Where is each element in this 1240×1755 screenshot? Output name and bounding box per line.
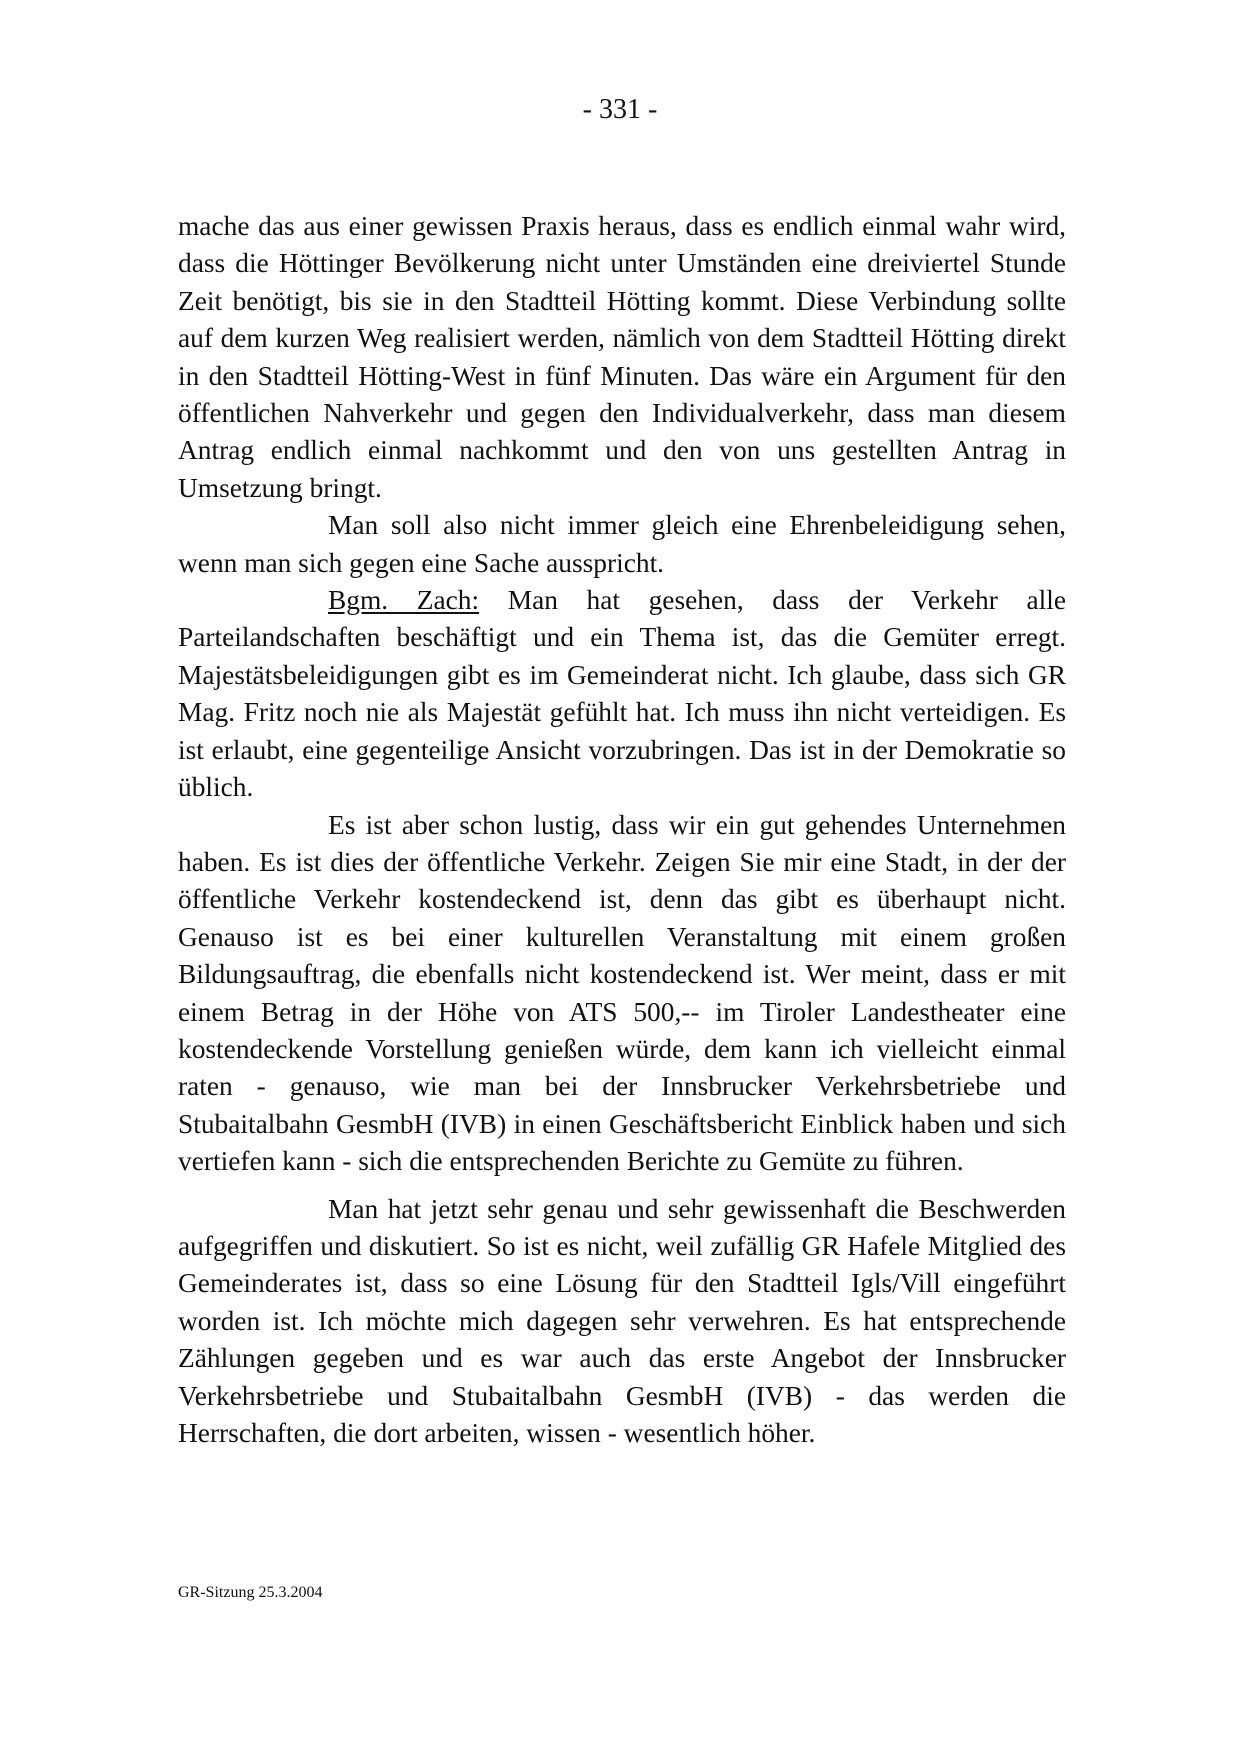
paragraph-text: mache das aus einer gewissen Praxis heraus, dass es endlich einmal wahr wird, dass die Höttinger Bevölkerung nicht unter Umständen eine dreiviertel Stunde Zeit benötigt, bis sie in den Stadtteil Hötting kommt. Diese Verbindung sollte auf dem kurzen Weg realisiert werden, nämlich von dem Stadtteil Hötting direkt in den Stadtteil Hötting-West in fünf Minuten. Das wäre ein Argument für den öffentlichen Nahverkehr und gegen den Individualverkehr, dass man diesem Antrag endlich einmal nachkommt und den von uns gestellten Antrag in Umsetzung bringt. — [178, 211, 1066, 503]
paragraph — [178, 1191, 1066, 1453]
footer-session-date: GR-Sitzung 25.3.2004 — [178, 1584, 323, 1601]
paragraph — [178, 582, 1066, 806]
document-body — [178, 208, 1066, 1452]
speaker-name: Bgm. Zach: — [328, 585, 480, 616]
page-number: - 331 - — [582, 94, 658, 125]
paragraph-text: Man hat jetzt sehr genau und sehr gewissenhaft die Beschwerden aufgegriffen und diskutiert. So ist es nicht, weil zufällig GR Hafele Mitglied des Gemeinderates ist, dass so eine Lösung für den Stadtteil Igls/Vill eingeführt worden ist. Ich möchte mich dagegen sehr verwehren. Es hat entsprechende Zählungen gegeben und es war auch das erste Angebot der Innsbrucker Verkehrsbetriebe und Stubaitalbahn GesmbH (IVB) - das werden die Herrschaften, die dort arbeiten, wissen - wesentlich höher. — [178, 1193, 1066, 1448]
paragraph-text: Man soll also nicht immer gleich eine Ehrenbeleidigung sehen, wenn man sich gegen eine Sache ausspricht. — [178, 510, 1066, 578]
paragraph — [178, 208, 1066, 507]
paragraph-text: Es ist aber schon lustig, dass wir ein gut gehendes Unternehmen haben. Es ist dies der öffentliche Verkehr. Zeigen Sie mir eine Stadt, in der der öffentliche Verkehr kostendeckend ist, denn das gibt es überhaupt nicht. Genauso ist es bei einer kulturellen Veranstaltung mit einem großen Bildungsauftrag, die ebenfalls nicht kostendeckend ist. Wer meint, dass er mit einem Betrag in der Höhe von ATS 500,-- im Tiroler Landestheater eine kostendeckende Vorstellung genießen würde, dem kann ich vielleicht einmal raten - genauso, wie man bei der Innsbrucker Verkehrsbetriebe und Stubaitalbahn GesmbH (IVB) in einen Geschäftsbericht Einblick haben und sich vertiefen kann - sich die entsprechenden Berichte zu Gemüte zu führen. — [178, 809, 1066, 1177]
paragraph-text: Man hat gesehen, dass der Verkehr alle Parteilandschaften beschäftigt und ein Thema ist, das die Gemüter erregt. Majestätsbeleidigungen gibt es im Gemeinderat nicht. Ich glaube, dass sich GR Mag. Fritz noch nie als Majestät gefühlt hat. Ich muss ihn nicht verteidigen. Es ist erlaubt, eine gegenteilige Ansicht vorzubringen. Das ist in der Demokratie so üblich. — [178, 585, 1066, 803]
paragraph — [178, 507, 1066, 582]
paragraph — [178, 807, 1066, 1181]
